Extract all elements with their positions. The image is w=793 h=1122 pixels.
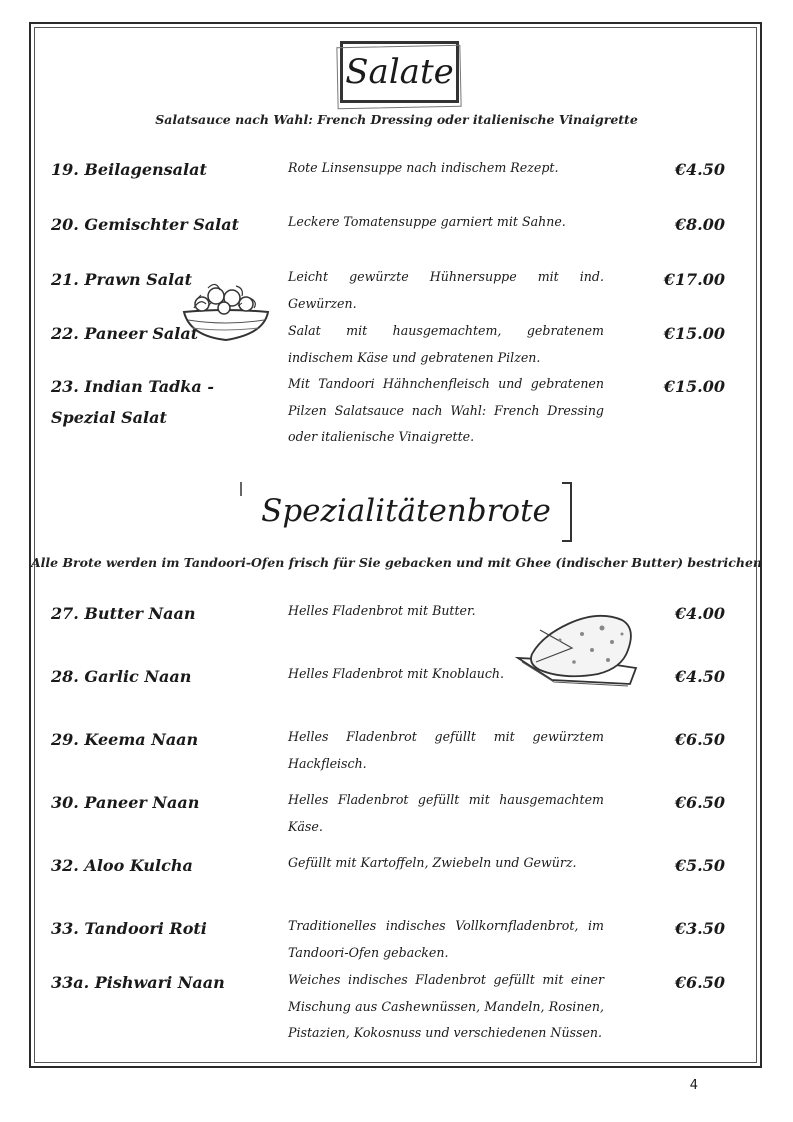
item-description: Helles Fladenbrot mit Knoblauch.: [288, 666, 505, 681]
item-description: Leckere Tomatensuppe garniert mit Sahne.: [288, 214, 566, 229]
item-name: 29. Keema Naan: [51, 730, 199, 749]
item-price: €4.00: [674, 604, 725, 623]
item-name: 22. Paneer Salat: [51, 324, 199, 343]
item-price: €15.00: [663, 377, 725, 396]
item-name: 33a. Pishwari Naan: [51, 973, 225, 992]
item-price: €4.50: [674, 160, 725, 179]
section-title-text: Salate: [345, 52, 454, 92]
section-title-brote: [240, 482, 572, 540]
item-name: 19. Beilagensalat: [51, 160, 207, 179]
item-description: Helles Fladenbrot gefüllt mit hausgemachtem Käse.: [288, 792, 604, 834]
item-price: €6.50: [674, 730, 725, 749]
item-description: Salat mit hausgemachtem, gebratenem indischem Käse und gebratenen Pilzen.: [288, 323, 604, 365]
section-subtitle-salate: Salatsauce nach Wahl: French Dressing oder italienische Vinaigrette: [155, 112, 638, 127]
section-title-text: Spezialitätenbrote: [261, 493, 551, 529]
item-price: €4.50: [674, 667, 725, 686]
item-description: Mit Tandoori Hähnchenfleisch und gebratenen Pilzen Salatsauce nach Wahl: French Dressing oder italienische Vinaigrette.: [288, 376, 604, 444]
item-name: 20. Gemischter Salat: [51, 215, 239, 234]
item-price: €5.50: [674, 856, 725, 875]
item-description: Helles Fladenbrot mit Butter.: [288, 603, 476, 618]
salad-bowl-illustration: [178, 268, 274, 348]
title-decoration: [240, 482, 245, 496]
title-decoration: [562, 482, 572, 542]
item-description: Traditionelles indisches Vollkornfladenbrot, im Tandoori-Ofen gebacken.: [288, 918, 604, 960]
item-description: Leicht gewürzte Hühnersuppe mit ind. Gewürzen.: [288, 269, 604, 311]
section-title-salate: [340, 41, 459, 103]
item-description: Weiches indisches Fladenbrot gefüllt mit einer Mischung aus Cashewnüssen, Mandeln, Rosinen, Pistazien, Kokosnuss und verschiedenen Nüssen.: [288, 972, 604, 1040]
item-description: Gefüllt mit Kartoffeln, Zwiebeln und Gewürz.: [288, 855, 577, 870]
naan-bread-illustration: [512, 606, 642, 688]
item-price: €6.50: [674, 793, 725, 812]
item-price: €3.50: [674, 919, 725, 938]
item-price: €17.00: [663, 270, 725, 289]
section-subtitle-brote: Alle Brote werden im Tandoori-Ofen frisch für Sie gebacken und mit Ghee (indischer Butter) bestrichen: [30, 555, 763, 570]
item-price: €8.00: [674, 215, 725, 234]
item-description: Helles Fladenbrot gefüllt mit gewürztem Hackfleisch.: [288, 729, 604, 771]
item-name: 32. Aloo Kulcha: [51, 856, 193, 875]
item-price: €15.00: [663, 324, 725, 343]
item-name: 30. Paneer Naan: [51, 793, 200, 812]
item-name: 28. Garlic Naan: [51, 667, 192, 686]
item-name: 23. Indian Tadka - Spezial Salat: [51, 377, 214, 427]
item-price: €6.50: [674, 973, 725, 992]
item-name: 27. Butter Naan: [51, 604, 196, 623]
item-name: 21. Prawn Salat: [51, 270, 192, 289]
item-description: Rote Linsensuppe nach indischem Rezept.: [288, 160, 559, 175]
page-number: 4: [689, 1078, 698, 1093]
item-name: 33. Tandoori Roti: [51, 919, 207, 938]
